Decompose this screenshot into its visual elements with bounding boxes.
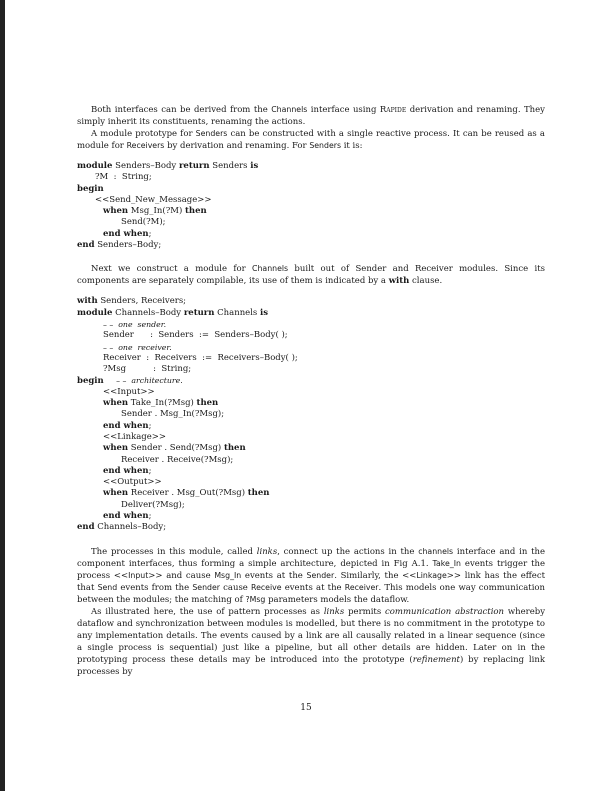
paragraph-4: The processes in this module, called links, connect up the actions in the channels interface and in the component interfaces, thus forming a simple architecture, depicted in Fig A.1. Take_In events trigger the process <<Input>> and cause Msg_In events at the Sender. Similarly, the <<Linkage>> link has the effect that Send events from the Sender cause Receive events at the Receiver. This models one way communication between the modules; the matching of ?Msg parameters models the dataflow. [77,546,546,605]
paragraph-5: As illustrated here, the use of pattern processes as links permits communication abstraction whereby dataflow and synchronization between modules is modelled, but there is no commitment in the prototype to any implementation details. The events caused by a link are all causally related in a linear sequence (since a single process is sequential) just like a pipeline, but all other details are hidden. Later on in the prototyping process these details may be introduced into the prototype (refinement) by replacing link processes by [77,606,545,677]
code-line: Send(?M); [121,217,166,228]
code-line: Deliver(?Msg); [121,499,185,510]
code-line: with Senders, Receivers; [77,296,187,307]
code-line: module Senders–Body return Senders is [77,161,259,171]
code-line: module Channels–Body return Channels is [77,307,268,318]
code-line: when Receiver . Msg_Out(?Msg) then [103,488,270,499]
page-number: 15 [300,703,312,713]
code-line: ?Msg : String; [103,364,192,375]
code-line: begin [77,183,104,194]
code-line: begin – – architecture. [77,376,183,387]
code-line: when Take_In(?Msg) then [103,398,219,409]
page-body [77,104,545,678]
code-line: ?M : String; [95,172,152,183]
code-line: end when; [103,420,152,431]
code-line: end when; [103,228,152,239]
code-comment: – – one sender. [103,319,167,329]
code-line: end Senders–Body; [77,240,162,251]
paragraph-1: Both interfaces can be derived from the Channels interface using Rapide derivation and renaming. They simply inherit its constituents, renaming the actions. [77,105,545,127]
code-line: <<Send_New_Message>> [95,194,212,205]
code-line: when Msg_In(?M) then [103,206,207,217]
code-line: when Sender . Send(?Msg) then [103,443,246,454]
paragraph-2: A module prototype for Senders can be constructed with a single reactive process. It can be reused as a module for Receivers by derivation and renaming. For Senders it is: [77,129,545,151]
code-line: end when; [103,465,152,476]
code-line: <<Linkage>> [103,431,167,442]
code-line: end when; [103,511,152,522]
code-line: Sender . Msg_In(?Msg); [121,409,225,420]
code-line: Sender : Senders := Senders–Body( ); [103,330,288,341]
code-block-channels-body [77,296,545,533]
scan-left-edge [0,0,5,791]
code-comment: – – one receiver. [103,342,172,352]
code-line: <<Output>> [103,477,162,488]
code-block-senders-body [77,161,545,251]
code-line: end Channels–Body; [77,522,167,533]
code-line: <<Input>> [103,386,155,397]
code-line: Receiver : Receivers := Receivers–Body( ); [103,352,298,363]
paragraph-3: Next we construct a module for Channels built out of Sender and Receiver modules. Since its components are separately compilable, its use of them is indicated by a with clause. [77,264,545,287]
code-line: Receiver . Receive(?Msg); [121,454,234,465]
